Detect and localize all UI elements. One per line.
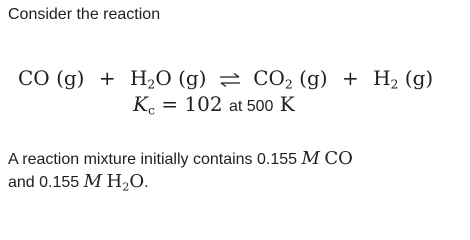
- k-subscript: c: [147, 102, 155, 118]
- intro-text: Consider the reaction: [8, 6, 161, 23]
- reaction-equation: [18, 66, 433, 90]
- plus-sign: +: [341, 66, 359, 90]
- equilibrium-arrows-icon: [219, 73, 241, 87]
- species-h2o: $H_2O$: [106, 171, 145, 194]
- molar-unit: M: [301, 148, 320, 169]
- k-value: 102: [184, 92, 223, 116]
- plus-sign: +: [98, 66, 116, 90]
- reactant-h2o: $H_2O$: [129, 66, 172, 92]
- equals-sign: =: [161, 92, 179, 116]
- reactant-co: CO: [18, 66, 50, 90]
- species-co: CO: [324, 148, 353, 169]
- initial-conditions-text: A reaction mixture initially contains 0.155 M CO and 0.155 M $H_2O$.: [8, 148, 353, 194]
- equilibrium-constant: [133, 92, 295, 116]
- state-g: (g): [178, 66, 207, 90]
- state-g: (g): [404, 66, 434, 90]
- k-symbol: K: [133, 92, 148, 116]
- state-g: (g): [56, 66, 85, 90]
- product-h2: $H_2$: [373, 66, 399, 92]
- molar-unit: M: [83, 171, 103, 192]
- temperature-unit: K: [279, 92, 295, 116]
- product-co2: $CO_2$: [253, 66, 293, 92]
- state-g: (g): [299, 66, 328, 90]
- temperature-text: at 500: [228, 98, 274, 115]
